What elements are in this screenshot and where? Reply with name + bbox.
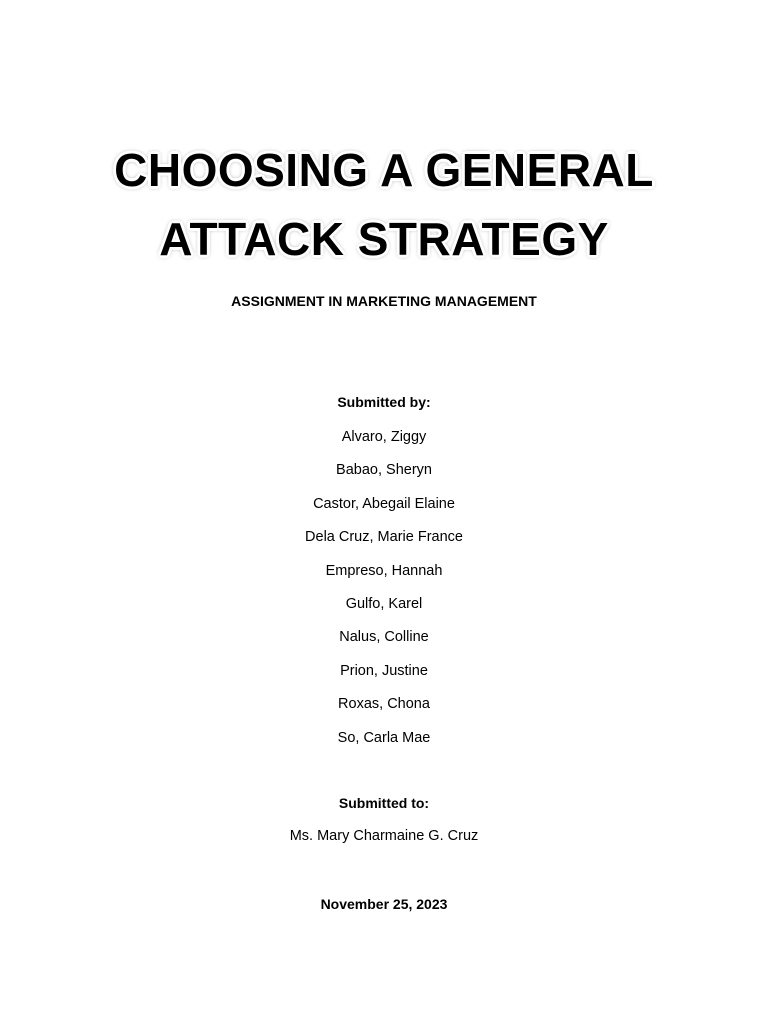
member-name: Nalus, Colline: [339, 629, 429, 646]
member-name: Prion, Justine: [340, 662, 428, 679]
member-name: Gulfo, Karel: [345, 595, 423, 612]
member-list: [0, 427, 768, 761]
member-name: Babao, Sheryn: [336, 462, 432, 479]
member-name: So, Carla Mae: [337, 729, 431, 746]
member-name: Castor, Abegail Elaine: [313, 495, 455, 512]
member-name: Alvaro, Ziggy: [341, 429, 427, 445]
document-title-line-2: ATTACK STRATEGY: [159, 213, 609, 265]
submitted-to-label: Submitted to:: [338, 795, 430, 811]
member-name: Empreso, Hannah: [325, 562, 443, 579]
member-name: Roxas, Chona: [338, 696, 430, 713]
document-subtitle: ASSIGNMENT IN MARKETING MANAGEMENT: [231, 293, 537, 309]
submitted-to-name: Ms. Mary Charmaine G. Cruz: [289, 828, 479, 844]
member-name: Dela Cruz, Marie France: [305, 529, 463, 546]
submission-date: November 25, 2023: [320, 896, 448, 912]
submitted-by-label: Submitted by:: [337, 394, 431, 410]
document-title-line-1: CHOOSING A GENERAL: [114, 144, 654, 196]
